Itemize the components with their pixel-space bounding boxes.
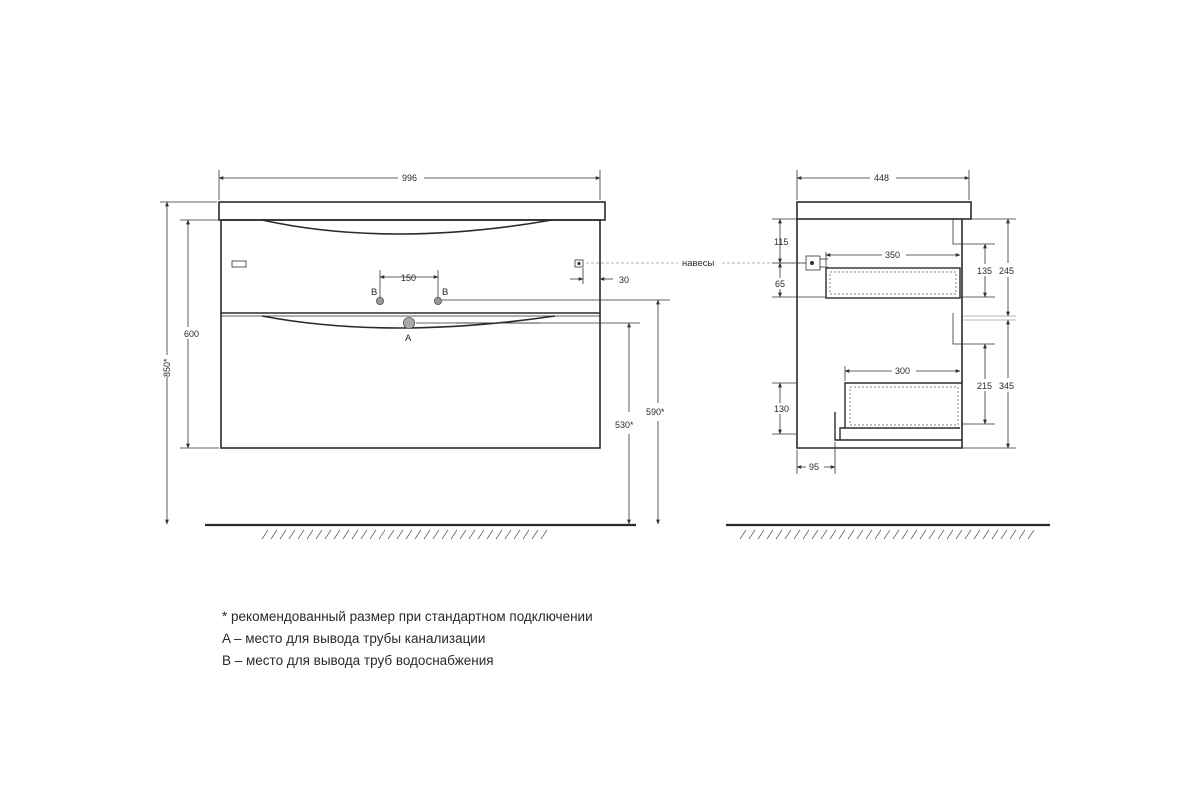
supply-label-left: B [371, 287, 378, 298]
floor-hatch-line [830, 530, 836, 539]
floor-hatch-line [1010, 530, 1016, 539]
floor-hatch-line [902, 530, 908, 539]
front-sink-curve-top [262, 220, 552, 234]
floor-hatch-line [767, 530, 773, 539]
floor-hatch-line [541, 530, 547, 539]
dim-supply-height: 590* [646, 407, 665, 417]
floor-hatch-line [505, 530, 511, 539]
floor-hatch-line [749, 530, 755, 539]
supply-label-right: B [442, 287, 449, 298]
floor-hatch-line [433, 530, 439, 539]
floor-hatch-line [496, 530, 502, 539]
dim-total-height: 850* [162, 358, 172, 377]
floor-hatch-line [370, 530, 376, 539]
front-hinge-left [232, 261, 246, 267]
side-front-panel-top [953, 219, 962, 244]
floor-hatch-line [857, 530, 863, 539]
floor-hatch-line [866, 530, 872, 539]
dim-130: 130 [774, 404, 790, 414]
floor-hatch-line [983, 530, 989, 539]
floor-hatch-line [812, 530, 818, 539]
floor-hatch-line [956, 530, 962, 539]
dim-65: 65 [775, 279, 786, 289]
floor-hatch-line [487, 530, 493, 539]
dim-135: 135 [977, 266, 993, 276]
floor-hatch-line [415, 530, 421, 539]
hinges-label: навесы [682, 258, 715, 269]
dim-hinge-offset: 30 [619, 275, 630, 285]
drain-label: A [405, 333, 412, 344]
floor-hatch-line [424, 530, 430, 539]
floor-hatch-line [803, 530, 809, 539]
dim-215: 215 [977, 381, 993, 391]
floor-hatch-line [469, 530, 475, 539]
floor-hatch-line [992, 530, 998, 539]
floor-hatch-line [839, 530, 845, 539]
floor-hatch-line [271, 530, 277, 539]
floor-hatch-line [884, 530, 890, 539]
floor-hatch-line [361, 530, 367, 539]
floor-hatch-line [307, 530, 313, 539]
side-bottom-drawer [835, 383, 962, 440]
floor-hatch-line [397, 530, 403, 539]
legend-a: A – место для вывода трубы канализации [222, 631, 486, 646]
floor-hatch-line [514, 530, 520, 539]
drain-pipe [403, 317, 414, 328]
floor-hatch-line [316, 530, 322, 539]
dim-245: 245 [999, 266, 1015, 276]
side-view [586, 170, 1050, 539]
floor-hatch-line [451, 530, 457, 539]
dim-cabinet-height: 600 [184, 329, 200, 339]
floor-hatch-line [334, 530, 340, 539]
side-top-drawer [826, 268, 960, 298]
floor-hatch-line [406, 530, 412, 539]
side-front-panel-mid [953, 313, 962, 344]
legend-b: B – место для вывода труб водоснабжения [222, 653, 494, 668]
dim-95: 95 [809, 462, 820, 472]
floor-hatch-line [532, 530, 538, 539]
floor-hatch-line [938, 530, 944, 539]
floor-hatch-line [352, 530, 358, 539]
floor-hatch-line [848, 530, 854, 539]
side-top-drawer-inner [830, 272, 956, 294]
floor-hatch-line [298, 530, 304, 539]
dim-front-width: 996 [402, 173, 418, 183]
floor-hatch-line [388, 530, 394, 539]
legend-note: * рекомендованный размер при стандартном подключении [222, 609, 593, 624]
floor-hatch-line [893, 530, 899, 539]
floor-hatch-line [794, 530, 800, 539]
floor-hatch-line [280, 530, 286, 539]
floor-hatch-line [523, 530, 529, 539]
floor-hatch-line [929, 530, 935, 539]
front-view [160, 170, 670, 539]
floor-hatch-line [325, 530, 331, 539]
legend [222, 606, 593, 672]
dim-bottom-drawer-depth: 300 [895, 366, 911, 376]
floor-hatch-line [289, 530, 295, 539]
floor-hatch-line [262, 530, 268, 539]
floor-hatch-line [965, 530, 971, 539]
floor-hatch-line [1001, 530, 1007, 539]
front-countertop [219, 202, 605, 220]
side-bottom-drawer-inner [850, 387, 958, 425]
floor-hatch-line [785, 530, 791, 539]
dim-drain-height: 530* [615, 420, 634, 430]
side-floor-hatch [740, 530, 1034, 539]
supply-pipe-left [376, 297, 383, 304]
side-cabinet [797, 219, 962, 448]
floor-hatch-line [740, 530, 746, 539]
floor-hatch-line [1019, 530, 1025, 539]
floor-hatch-line [974, 530, 980, 539]
floor-hatch-line [776, 530, 782, 539]
dim-side-depth: 448 [874, 173, 890, 183]
floor-hatch-line [1028, 530, 1034, 539]
floor-hatch-line [758, 530, 764, 539]
supply-pipe-right [434, 297, 441, 304]
floor-hatch-line [343, 530, 349, 539]
dim-115: 115 [774, 237, 789, 247]
dim-345: 345 [999, 381, 1015, 391]
floor-hatch-line [821, 530, 827, 539]
floor-hatch-line [911, 530, 917, 539]
floor-hatch-line [478, 530, 484, 539]
floor-hatch-line [460, 530, 466, 539]
floor-hatch-line [920, 530, 926, 539]
side-countertop [797, 202, 971, 219]
dim-pipe-spacing: 150 [401, 273, 417, 283]
front-floor-hatch [262, 530, 547, 539]
floor-hatch-line [947, 530, 953, 539]
floor-hatch-line [875, 530, 881, 539]
floor-hatch-line [379, 530, 385, 539]
dim-top-drawer-depth: 350 [885, 250, 901, 260]
floor-hatch-line [442, 530, 448, 539]
